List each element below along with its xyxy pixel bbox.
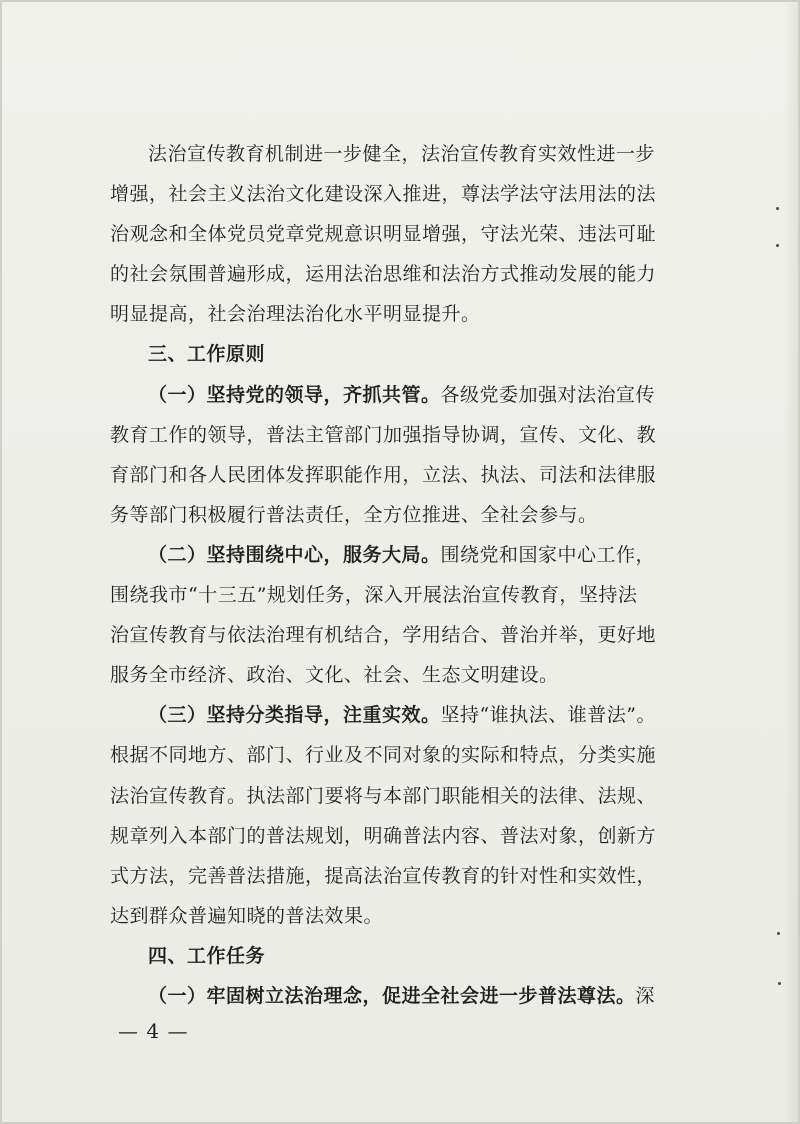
principle-first-rest: 坚持“谁执法、谁普法”。 (440, 704, 656, 727)
section-heading: 四、工作任务 (148, 944, 266, 967)
body-line: 式方法，完善普法措施，提高法治宣传教育的针对性和实效性， (110, 864, 657, 887)
scan-speck (776, 244, 779, 247)
principle-first-rest: 围绕党和国家中心工作， (440, 543, 656, 566)
body-line: 教育工作的领导，普法主管部门加强指导协调，宣传、文化、教 (110, 423, 657, 446)
section-heading: 三、工作原则 (148, 343, 266, 366)
body-line: 法治宣传教育。执法部门要将与本部门职能相关的法律、法规、 (110, 784, 657, 807)
body-line: 规章列入本部门的普法规划，明确普法内容、普法对象，创新方 (110, 824, 657, 847)
scan-speck (776, 207, 779, 210)
principle-first-line (110, 976, 704, 1016)
principle-first-line (110, 375, 704, 415)
principle-lead: （一）坚持党的领导，齐抓共管。 (148, 383, 441, 406)
body-line: 务等部门积极履行普法责任，全方位推进、全社会参与。 (110, 503, 598, 526)
scan-speck (778, 982, 781, 985)
task-lead: （一）牢固树立法治理念，促进全社会进一步普法尊法。 (148, 984, 636, 1007)
principle-first-rest: 各级党委加强对法治宣传 (440, 383, 656, 406)
page-number: — 4 — (118, 1019, 189, 1043)
body-line: 治宣传教育与依法治理有机结合，学用结合、普治并举，更好地 (110, 624, 657, 647)
body-line: 治观念和全体党员党章党规意识明显增强，守法光荣、违法可耻 (110, 223, 657, 246)
task-first-rest: 深 (635, 984, 656, 1007)
body-line: 明显提高，社会治理法治化水平明显提升。 (110, 303, 481, 326)
principle-first-line (110, 535, 704, 575)
body-line: 根据不同地方、部门、行业及不同对象的实际和特点，分类实施 (110, 744, 657, 767)
document-body (110, 134, 704, 1016)
scan-speck (777, 932, 780, 935)
body-line: 育部门和各人民团体发挥职能作用，立法、执法、司法和法律服 (110, 463, 657, 486)
principle-lead: （三）坚持分类指导，注重实效。 (148, 704, 441, 727)
page-edge-shadow (784, 2, 798, 1124)
body-line: 增强，社会主义法治文化建设深入推进，尊法学法守法用法的法 (110, 183, 657, 206)
body-line: 的社会氛围普遍形成，运用法治思维和法治方式推动发展的能力 (110, 263, 657, 286)
body-line: 法治宣传教育机制进一步健全，法治宣传教育实效性进一步 (148, 143, 656, 165)
body-line: 服务全市经济、政治、文化、社会、生态文明建设。 (110, 664, 559, 687)
principle-first-line (110, 695, 704, 735)
body-line: 达到群众普遍知晓的普法效果。 (110, 904, 384, 927)
body-line: 围绕我市“十三五”规划任务，深入开展法治宣传教育，坚持法 (110, 584, 638, 607)
principle-lead: （二）坚持围绕中心，服务大局。 (148, 543, 441, 566)
